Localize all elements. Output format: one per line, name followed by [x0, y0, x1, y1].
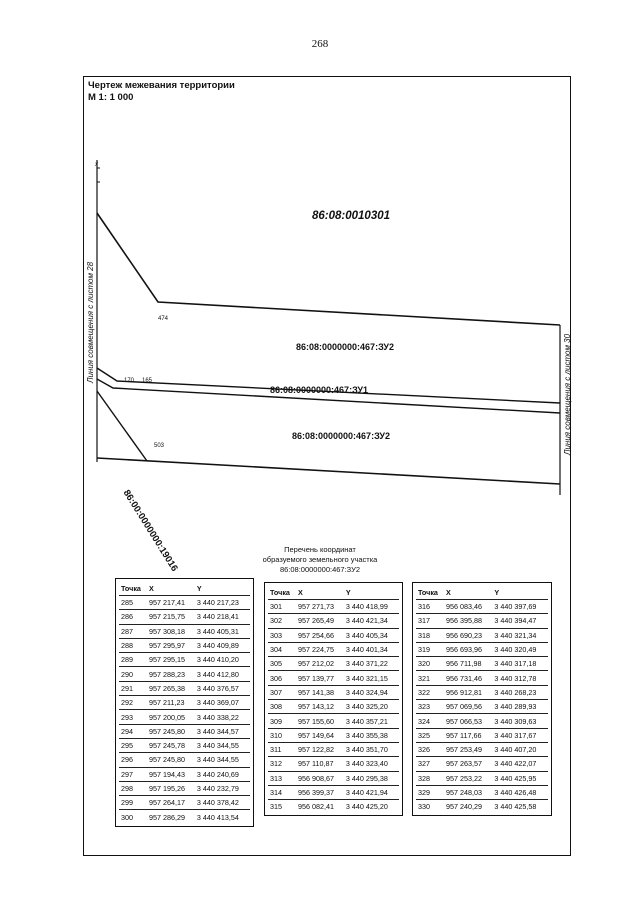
coord-x: 957 195,26: [147, 781, 195, 795]
coord-x: 957 253,22: [444, 771, 492, 785]
coord-y: 3 440 317,67: [492, 728, 548, 742]
point-label-474: 474: [158, 316, 169, 322]
point-number: 286: [119, 610, 147, 624]
right-match-label: Линия совмещения с листом 30: [563, 333, 572, 455]
point-number: 285: [119, 596, 147, 610]
coord-y: 3 440 317,18: [492, 657, 548, 671]
point-number: 312: [268, 757, 296, 771]
coords-table-1: [115, 578, 254, 827]
col-header-x: X: [149, 584, 154, 593]
col-header-x: X: [298, 588, 303, 597]
coord-y: 3 440 401,34: [344, 642, 399, 656]
coord-x: 957 288,23: [147, 667, 195, 681]
coord-y: 3 440 425,58: [492, 800, 548, 814]
coord-y: 3 440 394,47: [492, 614, 548, 628]
coord-y: 3 440 325,20: [344, 700, 399, 714]
coord-y: 3 440 321,34: [492, 628, 548, 642]
boundary-503-diagonal: [97, 391, 147, 461]
coord-y: 3 440 413,54: [195, 810, 250, 824]
coord-y: 3 440 309,63: [492, 714, 548, 728]
point-number: 317: [416, 614, 444, 628]
point-number: 313: [268, 771, 296, 785]
coord-y: 3 440 324,94: [344, 685, 399, 699]
coord-x: 956 711,98: [444, 657, 492, 671]
point-number: 294: [119, 724, 147, 738]
point-number: 308: [268, 700, 296, 714]
point-number: 325: [416, 728, 444, 742]
table-row: [416, 685, 548, 699]
coord-x: 957 245,78: [147, 738, 195, 752]
point-number: 311: [268, 742, 296, 756]
plan-scale: М 1: 1 000: [88, 92, 134, 103]
coords-table-2: [264, 582, 403, 816]
coords-caption-line1: Перечень координат: [284, 545, 356, 554]
point-number: 306: [268, 671, 296, 685]
table-row: [119, 738, 250, 752]
coord-x: 957 308,18: [147, 624, 195, 638]
point-number: 310: [268, 728, 296, 742]
coord-x: 957 265,38: [147, 681, 195, 695]
coord-y: 3 440 422,07: [492, 757, 548, 771]
table-row: [119, 724, 250, 738]
north-mark: x: [95, 162, 98, 168]
coord-x: 957 245,80: [147, 753, 195, 767]
coord-x: 956 908,67: [296, 771, 344, 785]
coord-x: 957 248,03: [444, 785, 492, 799]
coord-y: 3 440 425,95: [492, 771, 548, 785]
coord-x: 957 271,73: [296, 600, 344, 614]
point-number: 304: [268, 642, 296, 656]
table-row: [119, 753, 250, 767]
coord-y: 3 440 426,48: [492, 785, 548, 799]
point-number: 295: [119, 738, 147, 752]
col-header-x: X: [446, 588, 451, 597]
point-number: 323: [416, 700, 444, 714]
point-number: 309: [268, 714, 296, 728]
point-number: 307: [268, 685, 296, 699]
coord-x: 957 117,66: [444, 728, 492, 742]
coords-caption: [200, 545, 440, 575]
coord-y: 3 440 410,20: [195, 653, 250, 667]
point-number: 319: [416, 642, 444, 656]
coord-y: 3 440 421,34: [344, 614, 399, 628]
coord-x: 957 253,49: [444, 742, 492, 756]
point-number: 288: [119, 638, 147, 652]
parcel-label-middle: 86:08:0000000:467:ЗУ1: [270, 385, 368, 395]
point-number: 287: [119, 624, 147, 638]
coord-y: 3 440 312,78: [492, 671, 548, 685]
table-row: [119, 710, 250, 724]
coord-x: 957 263,57: [444, 757, 492, 771]
point-number: 301: [268, 600, 296, 614]
table-row: [416, 700, 548, 714]
coords-table-3: [412, 582, 552, 816]
point-label-165: 165: [142, 378, 153, 384]
coord-y: 3 440 397,69: [492, 600, 548, 614]
coord-x: 957 139,77: [296, 671, 344, 685]
coord-x: 957 295,15: [147, 653, 195, 667]
coord-y: 3 440 268,23: [492, 685, 548, 699]
table-row: [119, 596, 250, 610]
table-row: [268, 685, 399, 699]
table-row: [416, 614, 548, 628]
point-label-503: 503: [154, 443, 165, 449]
col-header-y: Y: [494, 588, 500, 597]
col-header-point: Точка: [121, 584, 141, 593]
point-number: 291: [119, 681, 147, 695]
table-row: [268, 757, 399, 771]
point-number: 305: [268, 657, 296, 671]
table-row: [268, 600, 399, 614]
coord-y: 3 440 320,49: [492, 642, 548, 656]
table-row: [416, 800, 548, 814]
table-row: [119, 781, 250, 795]
coord-y: 3 440 344,57: [195, 724, 250, 738]
page-number: 268: [311, 38, 329, 50]
col-header-point: Точка: [418, 588, 438, 597]
table-row: [268, 657, 399, 671]
coord-y: 3 440 425,20: [344, 800, 399, 814]
coord-y: 3 440 412,80: [195, 667, 250, 681]
coord-x: 957 194,43: [147, 767, 195, 781]
coord-x: 957 211,23: [147, 696, 195, 710]
table-row: [416, 671, 548, 685]
table-row: [268, 614, 399, 628]
table-row: [268, 800, 399, 814]
table-row: [119, 624, 250, 638]
left-match-label: Линия совмещения с листом 28: [86, 261, 95, 383]
point-number: 327: [416, 757, 444, 771]
coord-x: 957 240,29: [444, 800, 492, 814]
coord-x: 957 264,17: [147, 796, 195, 810]
table-row: [119, 610, 250, 624]
point-number: 296: [119, 753, 147, 767]
coords-caption-line2: образуемого земельного участка: [262, 555, 378, 564]
coord-y: 3 440 232,79: [195, 781, 250, 795]
coord-y: 3 440 240,69: [195, 767, 250, 781]
point-number: 292: [119, 696, 147, 710]
table-row: [416, 642, 548, 656]
coord-x: 956 690,23: [444, 628, 492, 642]
table-row: [119, 767, 250, 781]
coord-y: 3 440 295,38: [344, 771, 399, 785]
table-row: [416, 628, 548, 642]
diagonal-cadastral-label: 86:00:0000000:19016: [120, 488, 180, 574]
point-number: 322: [416, 685, 444, 699]
col-header-y: Y: [196, 584, 202, 593]
table-row: [119, 696, 250, 710]
coord-x: 957 295,97: [147, 638, 195, 652]
table-row: [416, 728, 548, 742]
point-number: 324: [416, 714, 444, 728]
coords-caption-line3: 86:08:0000000:467:ЗУ2: [279, 565, 361, 574]
coord-y: 3 440 357,21: [344, 714, 399, 728]
coord-y: 3 440 323,40: [344, 757, 399, 771]
point-number: 326: [416, 742, 444, 756]
table-row: [416, 771, 548, 785]
coord-y: 3 440 421,94: [344, 785, 399, 799]
table-row: [268, 642, 399, 656]
coord-x: 957 143,12: [296, 700, 344, 714]
table-row: [119, 667, 250, 681]
coord-x: 957 224,75: [296, 642, 344, 656]
table-row: [416, 657, 548, 671]
point-number: 316: [416, 600, 444, 614]
coord-x: 957 215,75: [147, 610, 195, 624]
coord-x: 957 286,29: [147, 810, 195, 824]
coord-x: 957 155,60: [296, 714, 344, 728]
table-row: [416, 714, 548, 728]
coord-y: 3 440 344,55: [195, 738, 250, 752]
point-number: 302: [268, 614, 296, 628]
point-number: 329: [416, 785, 444, 799]
col-header-y: Y: [345, 588, 351, 597]
coord-y: 3 440 217,23: [195, 596, 250, 610]
coord-x: 957 149,64: [296, 728, 344, 742]
table-row: [268, 628, 399, 642]
coord-y: 3 440 218,41: [195, 610, 250, 624]
boundary-474: [97, 213, 560, 325]
table-row: [268, 671, 399, 685]
table-row: [416, 785, 548, 799]
point-number: 303: [268, 628, 296, 642]
point-number: 297: [119, 767, 147, 781]
table-row: [268, 742, 399, 756]
table-row: [268, 700, 399, 714]
coord-y: 3 440 418,99: [344, 600, 399, 614]
point-number: 298: [119, 781, 147, 795]
coord-x: 956 731,46: [444, 671, 492, 685]
point-number: 300: [119, 810, 147, 824]
coord-x: 957 069,56: [444, 700, 492, 714]
coord-y: 3 440 405,31: [195, 624, 250, 638]
coord-x: 957 245,80: [147, 724, 195, 738]
coord-x: 957 212,02: [296, 657, 344, 671]
table-row: [119, 638, 250, 652]
main-cadastral-label: 86:08:0010301: [312, 210, 391, 222]
coord-x: 957 122,82: [296, 742, 344, 756]
point-number: 314: [268, 785, 296, 799]
point-number: 321: [416, 671, 444, 685]
coord-y: 3 440 338,22: [195, 710, 250, 724]
point-number: 318: [416, 628, 444, 642]
coord-x: 956 395,88: [444, 614, 492, 628]
coord-x: 956 083,46: [444, 600, 492, 614]
point-number: 289: [119, 653, 147, 667]
boundary-503: [97, 458, 560, 484]
table-row: [268, 728, 399, 742]
coord-y: 3 440 371,22: [344, 657, 399, 671]
coord-x: 957 217,41: [147, 596, 195, 610]
table-row: [119, 796, 250, 810]
table-row: [119, 810, 250, 824]
table-row: [268, 785, 399, 799]
point-number: 290: [119, 667, 147, 681]
coord-y: 3 440 409,89: [195, 638, 250, 652]
coord-x: 957 265,49: [296, 614, 344, 628]
coord-x: 956 399,37: [296, 785, 344, 799]
point-number: 315: [268, 800, 296, 814]
coord-x: 957 066,53: [444, 714, 492, 728]
table-row: [268, 714, 399, 728]
table-row: [268, 771, 399, 785]
table-row: [119, 681, 250, 695]
point-number: 320: [416, 657, 444, 671]
coord-y: 3 440 344,55: [195, 753, 250, 767]
coord-y: 3 440 376,57: [195, 681, 250, 695]
point-number: 330: [416, 800, 444, 814]
parcel-label-lower: 86:08:0000000:467:ЗУ2: [292, 431, 390, 441]
table-row: [416, 757, 548, 771]
coord-x: 957 110,87: [296, 757, 344, 771]
coord-x: 957 254,66: [296, 628, 344, 642]
parcel-label-upper: 86:08:0000000:467:ЗУ2: [296, 342, 394, 352]
coord-y: 3 440 289,93: [492, 700, 548, 714]
coord-y: 3 440 405,34: [344, 628, 399, 642]
point-number: 293: [119, 710, 147, 724]
point-number: 328: [416, 771, 444, 785]
point-number: 299: [119, 796, 147, 810]
point-label-170: 170: [124, 378, 135, 384]
coord-y: 3 440 351,70: [344, 742, 399, 756]
coord-x: 956 082,41: [296, 800, 344, 814]
table-row: [416, 742, 548, 756]
coord-x: 957 141,38: [296, 685, 344, 699]
table-row: [119, 653, 250, 667]
coord-y: 3 440 355,38: [344, 728, 399, 742]
coord-x: 956 912,81: [444, 685, 492, 699]
coord-y: 3 440 378,42: [195, 796, 250, 810]
coord-y: 3 440 407,20: [492, 742, 548, 756]
coord-y: 3 440 369,07: [195, 696, 250, 710]
coord-x: 957 200,05: [147, 710, 195, 724]
plan-title-line1: Чертеж межевания территории: [88, 80, 235, 91]
coord-y: 3 440 321,15: [344, 671, 399, 685]
col-header-point: Точка: [270, 588, 290, 597]
table-row: [416, 600, 548, 614]
coord-x: 956 693,96: [444, 642, 492, 656]
